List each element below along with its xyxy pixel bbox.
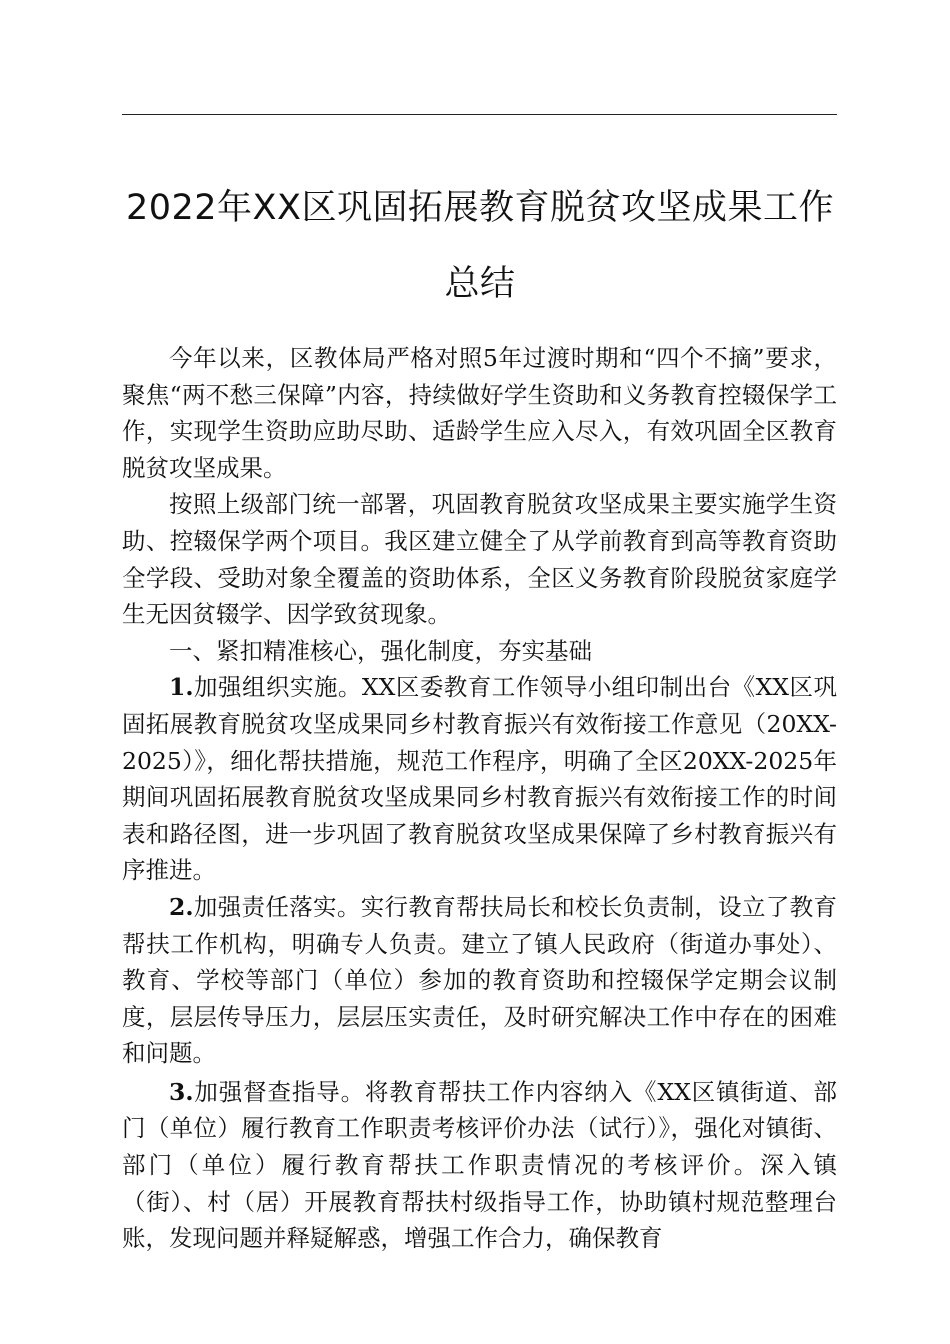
document-body	[122, 340, 837, 1257]
item-2-paragraph	[122, 889, 837, 1072]
item-3-paragraph	[122, 1074, 837, 1257]
item-3-text: 加强督查指导。将教育帮扶工作内容纳入《XX区镇街道、部门（单位）履行教育工作职责考核评价办法（试行）》，强化对镇街、部门（单位）履行教育帮扶工作职责情况的考核评价。深入镇（街）、村（居）开展教育帮扶村级指导工作，协助镇村规范整理台账，发现问题并释疑解惑，增强工作合力，确保教育	[122, 1077, 837, 1253]
item-1-paragraph	[122, 669, 837, 889]
overview-paragraph: 按照上级部门统一部署，巩固教育脱贫攻坚成果主要实施学生资助、控辍保学两个项目。我区建立健全了从学前教育到高等教育资助全学段、受助对象全覆盖的资助体系，全区义务教育阶段脱贫家庭学生无因贫辍学、因学致贫现象。	[122, 490, 837, 629]
header-rule	[122, 114, 837, 115]
document-title	[110, 170, 850, 322]
item-2-text: 加强责任落实。实行教育帮扶局长和校长负责制，设立了教育帮扶工作机构，明确专人负责。建立了镇人民政府（街道办事处）、教育、学校等部门（单位）参加的教育资助和控辍保学定期会议制度，层层传导压力，层层压实责任，及时研究解决工作中存在的困难和问题。	[122, 892, 837, 1068]
item-1-number: 1.	[169, 673, 194, 702]
section-heading-1: 一、紧扣精准核心，强化制度，夯实基础	[169, 636, 592, 665]
item-1-text: 加强组织实施。XX区委教育工作领导小组印制出台《XX区巩固拓展教育脱贫攻坚成果同乡村教育振兴有效衔接工作意见（20XX-2025）》，细化帮扶措施，规范工作程序，明确了全区20XX-2025年期间巩固拓展教育脱贫攻坚成果同乡村教育振兴有效衔接工作的时间表和路径图，进一步巩固了教育脱贫攻坚成果保障了乡村教育振兴有序推进。	[122, 673, 837, 885]
title-line-2: 总结	[444, 264, 516, 304]
intro-paragraph: 今年以来，区教体局严格对照5年过渡时期和“四个不摘”要求，聚焦“两不愁三保障”内容，持续做好学生资助和义务教育控辍保学工作，实现学生资助应助尽助、适龄学生应入尽入，有效巩固全区教育脱贫攻坚成果。	[122, 344, 837, 482]
item-2-number: 2.	[169, 892, 194, 921]
item-3-number: 3.	[169, 1077, 194, 1106]
title-line-1: 2022年XX区巩固拓展教育脱贫攻坚成果工作	[125, 188, 835, 228]
